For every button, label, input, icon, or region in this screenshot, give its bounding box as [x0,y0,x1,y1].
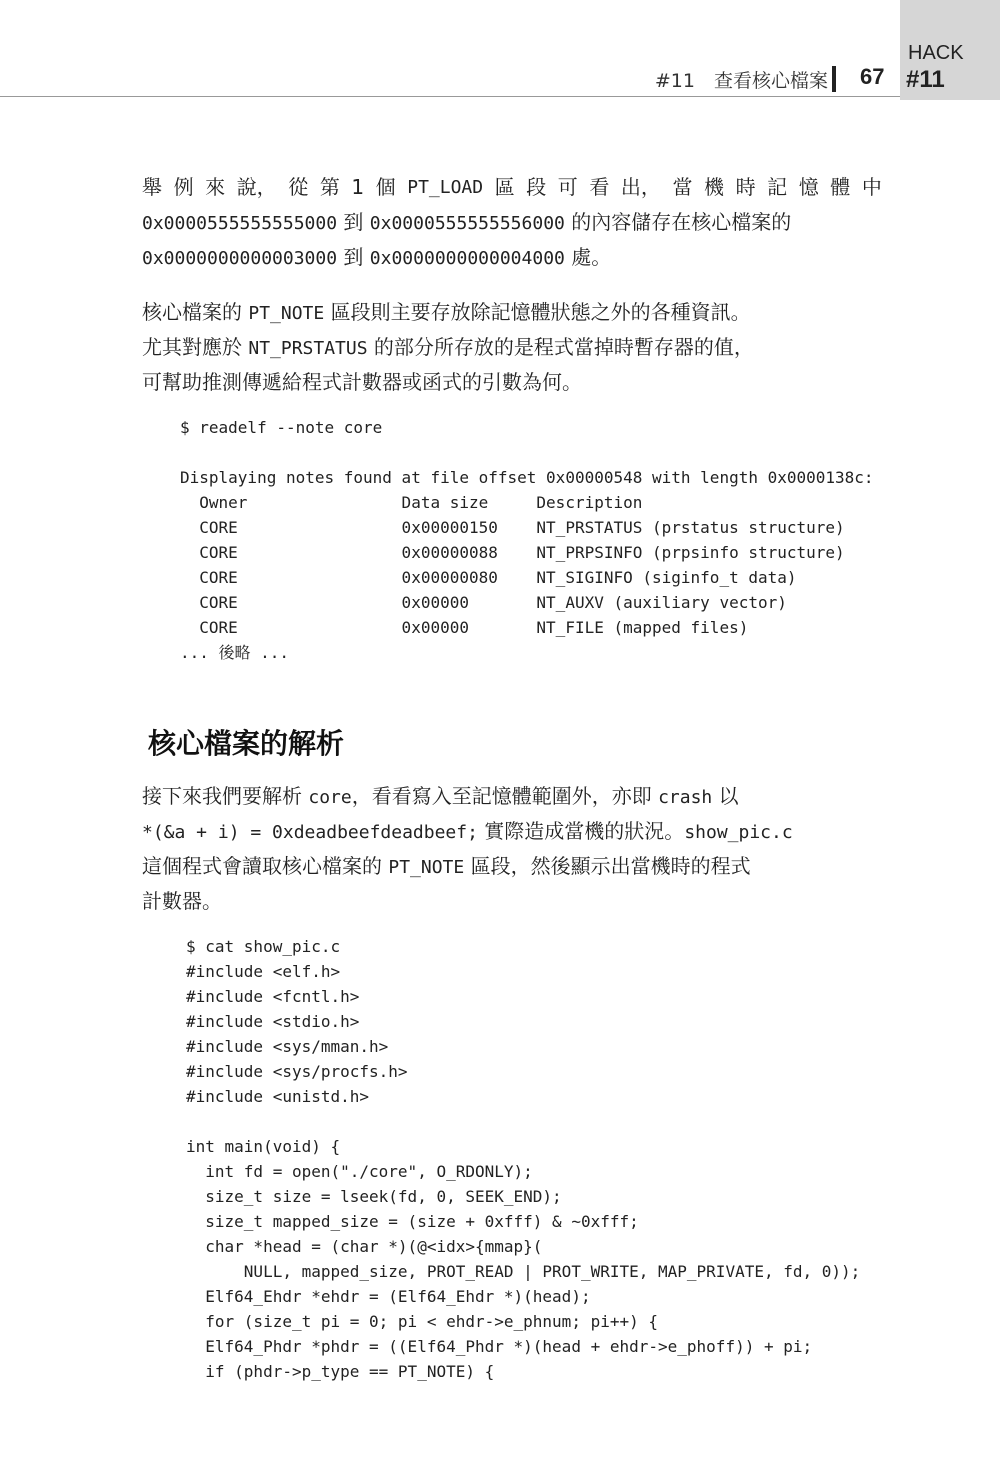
code-line: int main(void) { [186,1137,341,1156]
code-line: $ readelf --note core [180,418,383,437]
code-line: #include <sys/procfs.h> [186,1062,408,1081]
section-heading: 核心檔案的解析 [148,727,345,760]
text-segment: 機 [704,175,725,199]
text-segment: 體 [830,175,851,199]
paragraph-1 [142,170,882,275]
text-segment: 記 [767,175,788,199]
page-number: 67 [860,64,885,89]
code-term: PT_NOTE [248,303,325,324]
text-segment: 舉 [142,175,162,199]
code-line [180,440,874,465]
paragraph-3-line-4: 計數器。 [142,889,222,913]
running-title: #11 查看核心檔案 [654,70,828,92]
paragraph-1-line-1 [142,170,882,205]
text-segment: 時 [735,175,756,199]
code-line: #include <unistd.h> [186,1087,370,1106]
code-expression: *(&a + i) = 0xdeadbeefdeadbeef; [142,822,478,843]
code-line: size_t size = lseek(fd, 0, SEEK_END); [186,1187,562,1206]
address-start: 0x0000555555555000 [142,213,338,234]
text-segment: 到 [337,210,370,234]
code-line: int fd = open("./core", O_RDONLY); [186,1162,533,1181]
text-segment: 可 [557,175,578,199]
code-line: CORE 0x00000088 NT_PRPSINFO (prpsinfo structure) [180,543,845,562]
code-line: #include <sys/mman.h> [186,1037,389,1056]
code-line: #include <fcntl.h> [186,987,360,1006]
code-line: Displaying notes found at file offset 0x00000548 with length 0x0000138c: [180,468,874,487]
text-segment: 當 [672,175,693,199]
text-segment: ，看看寫入至記憶體範圍外，亦即 [351,784,659,808]
paragraph-3 [142,779,882,919]
text-segment: 憶 [798,175,819,199]
paragraph-2-line-3: 可幫助推測傳遞給程式計數器或函式的引數為何。 [142,370,582,394]
text-segment: 說， [236,175,277,199]
text-segment: 區 [494,175,515,199]
text-segment: 個 [375,175,396,199]
code-line: NULL, mapped_size, PROT_READ | PROT_WRITE, MAP_PRIVATE, fd, 0)); [186,1262,861,1281]
code-line: CORE 0x00000 NT_FILE (mapped files) [180,618,749,637]
code-line: char *head = (char *)(@<idx>{mmap}( [186,1237,543,1256]
code-line: Elf64_Phdr *phdr = ((Elf64_Phdr *)(head + ehdr->e_phoff)) + pi; [186,1337,813,1356]
text-segment: 區段，然後顯示出當機時的程式 [464,854,751,878]
text-segment: 區段則主要存放除記憶體狀態之外的各種資訊。 [324,300,751,324]
code-line: $ cat show_pic.c [186,937,341,956]
offset-start: 0x0000000000003000 [142,248,338,269]
text-segment: 的部分所存放的是程式當掉時暫存器的值， [367,335,754,359]
text-segment: 處。 [564,245,612,269]
text-segment: 這個程式會讀取核心檔案的 [142,854,389,878]
text-segment: 以 [712,784,739,808]
paragraph-2 [142,295,882,400]
text-segment: 第 [319,175,340,199]
show-pic-code-block [186,934,860,1384]
paragraph-2-line-2 [142,330,882,365]
text-segment: PT_LOAD [407,177,484,198]
text-segment: 從 [288,175,309,199]
text-segment: 段 [526,175,547,199]
code-term: PT_NOTE [388,857,465,878]
text-segment: 核心檔案的 [142,300,249,324]
offset-end: 0x0000000000004000 [369,248,565,269]
paragraph-3-line-1 [142,779,882,814]
code-line: for (size_t pi = 0; pi < ehdr->e_phnum; pi++) { [186,1312,659,1331]
code-line: Owner Data size Description [180,493,643,512]
header-rule [0,96,900,97]
readelf-code-block [180,415,874,665]
paragraph-1-line-3 [142,240,882,275]
hack-number: #11 [906,66,945,93]
code-line: CORE 0x00000150 NT_PRSTATUS (prstatus structure) [180,518,845,537]
code-line: CORE 0x00000080 NT_SIGINFO (siginfo_t data) [180,568,797,587]
code-term: NT_PRSTATUS [248,338,368,359]
text-segment: 看 [589,175,610,199]
code-term: crash [658,787,713,808]
hack-label: HACK [908,42,964,64]
address-end: 0x0000555555556000 [369,213,565,234]
code-line: if (phdr->p_type == PT_NOTE) { [186,1362,495,1381]
code-line: CORE 0x00000 NT_AUXV (auxiliary vector) [180,593,787,612]
text-segment: 尤其對應於 [142,335,249,359]
text-segment: 1 [351,175,365,199]
paragraph-3-line-2 [142,814,882,849]
code-term: core [308,787,352,808]
text-segment: 來 [205,175,226,199]
code-line: #include <elf.h> [186,962,341,981]
paragraph-3-line-3 [142,849,882,884]
paragraph-2-line-1 [142,295,882,330]
text-segment: 接下來我們要解析 [142,784,309,808]
title-divider [832,66,836,92]
text-segment: 實際造成當機的狀況。 [477,819,685,843]
text-segment: 到 [337,245,370,269]
code-line: size_t mapped_size = (size + 0xfff) & ~0xfff; [186,1212,639,1231]
paragraph-1-line-2 [142,205,882,240]
code-term: show_pic.c [684,822,793,843]
text-segment: 中 [861,175,882,199]
code-line: Elf64_Ehdr *ehdr = (Elf64_Ehdr *)(head); [186,1287,591,1306]
code-line: ... 後略 ... [180,643,290,662]
text-segment: 例 [173,175,194,199]
code-line: #include <stdio.h> [186,1012,360,1031]
text-segment: 出， [620,175,661,199]
code-line [186,1109,860,1134]
text-segment: 的內容儲存在核心檔案的 [564,210,792,234]
